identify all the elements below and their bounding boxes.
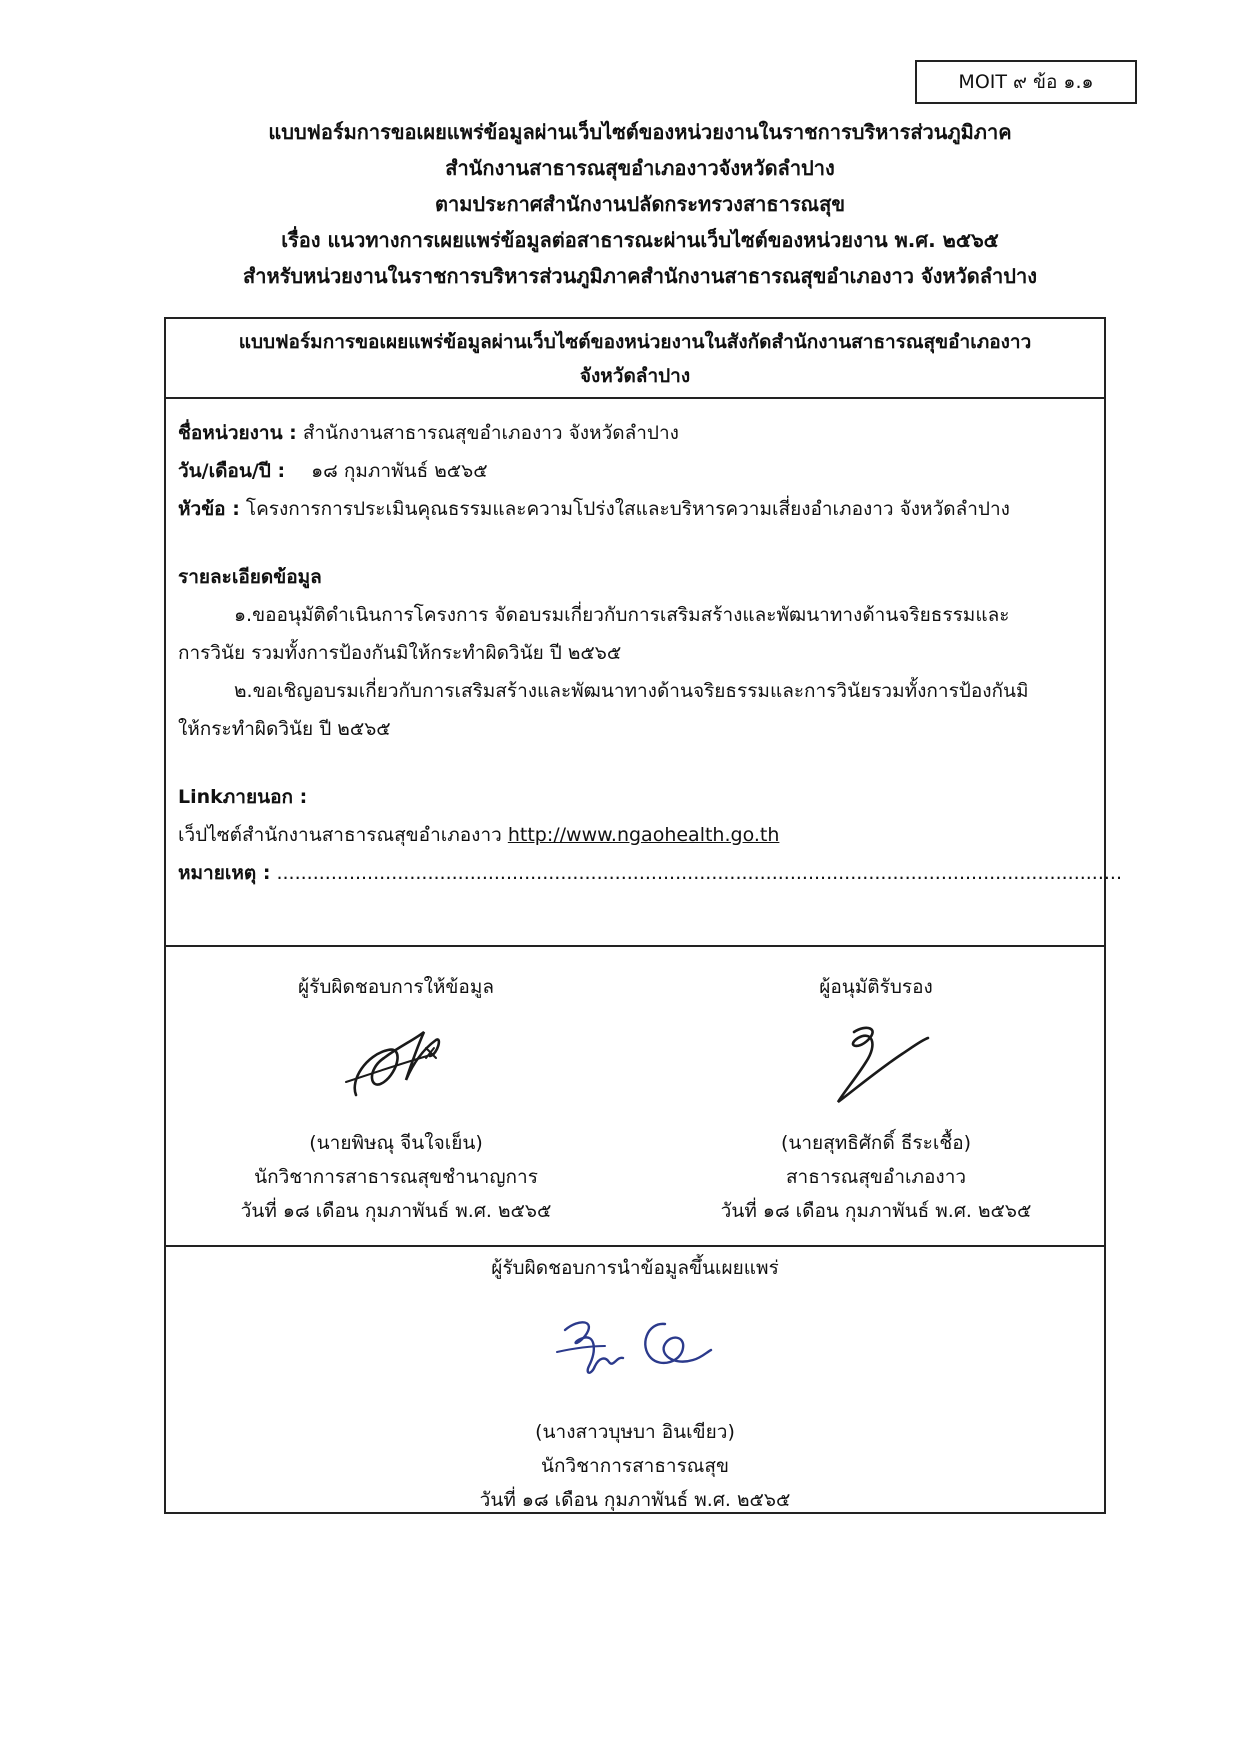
signature-area <box>166 944 1104 1244</box>
detail-item-1-line-2: การวินัย รวมทั้งการป้องกันมิให้กระทำผิดวินัย ปี ๒๕๖๕ <box>178 642 622 664</box>
detail-item-2-line-1: ๒.ขอเชิญอบรมเกี่ยวกับการเสริมสร้างและพัฒนาทางด้านจริยธรรมและการวินัยรวมทั้งการป้องกันมิ <box>234 680 1029 702</box>
approver-role: ผู้อนุมัติรับรอง <box>819 976 933 998</box>
publisher-role: ผู้รับผิดชอบการนำข้อมูลขึ้นเผยแพร่ <box>491 1257 779 1279</box>
publisher-signature <box>166 1285 1104 1415</box>
topic-label: หัวข้อ : <box>178 498 240 520</box>
document-code-box <box>915 60 1137 104</box>
date-row <box>178 452 1093 490</box>
approver-signature-block <box>656 970 1096 1228</box>
responsible-name: (นายพิษณุ จีนใจเย็น) <box>309 1132 483 1154</box>
topic-value: โครงการการประเมินคุณธรรมและความโปร่งใสและบริหารความเสี่ยงอำเภองาว จังหวัดลำปาง <box>245 498 1010 520</box>
unit-label: ชื่อหน่วยงาน : <box>178 422 297 444</box>
responsible-position: นักวิชาการสาธารณสุขชำนาญการ <box>254 1166 538 1188</box>
topic-row <box>178 490 1093 528</box>
responsible-signature <box>176 1004 616 1126</box>
external-link-row <box>178 816 1093 854</box>
divider-publisher <box>166 1245 1104 1247</box>
approver-date: วันที่ ๑๘ เดือน กุมภาพันธ์ พ.ศ. ๒๕๖๕ <box>720 1200 1032 1222</box>
publisher-signature-icon <box>535 1290 735 1410</box>
external-link-url[interactable]: http://www.ngaohealth.go.th <box>507 824 780 846</box>
note-row <box>178 854 1123 892</box>
publisher-signature-block <box>166 1251 1104 1517</box>
info-section <box>178 414 1123 892</box>
publisher-position: นักวิชาการสาธารณสุข <box>540 1455 730 1477</box>
responsible-signature-block <box>176 970 616 1228</box>
detail-item-1-line-1: ๑.ขออนุมัติดำเนินการโครงการ จัดอบรมเกี่ยวกับการเสริมสร้างและพัฒนาทางด้านจริยธรรมและ <box>234 604 1010 626</box>
responsible-role: ผู้รับผิดชอบการให้ข้อมูล <box>298 976 494 998</box>
details-heading: รายละเอียดข้อมูล <box>178 566 322 588</box>
publisher-date: วันที่ ๑๘ เดือน กุมภาพันธ์ พ.ศ. ๒๕๖๕ <box>479 1489 791 1511</box>
header-line-5: สำหรับหน่วยงานในราชการบริหารส่วนภูมิภาคสำนักงานสาธารณสุขอำเภองาว จังหวัดลำปาง <box>243 264 1037 288</box>
header-line-1: แบบฟอร์มการขอเผยแพร่ข้อมูลผ่านเว็บไซต์ของหน่วยงานในราชการบริหารส่วนภูมิภาค <box>268 120 1012 144</box>
header-line-2: สำนักงานสาธารณสุขอำเภองาวจังหวัดลำปาง <box>445 156 835 180</box>
header-line-4: เรื่อง แนวทางการเผยแพร่ข้อมูลต่อสาธารณะผ่านเว็บไซต์ของหน่วยงาน พ.ศ. ๒๕๖๕ <box>281 228 999 252</box>
unit-row <box>178 414 1093 452</box>
responsible-signature-icon <box>326 1010 466 1120</box>
header-line-3: ตามประกาศสำนักงานปลัดกระทรวงสาธารณสุข <box>434 192 845 216</box>
date-label: วัน/เดือน/ปี : <box>178 460 286 482</box>
responsible-date: วันที่ ๑๘ เดือน กุมภาพันธ์ พ.ศ. ๒๕๖๕ <box>240 1200 552 1222</box>
form-frame <box>164 317 1123 1514</box>
form-title-line-2: จังหวัดลำปาง <box>579 365 691 387</box>
note-value: ............................................................................................................................................ <box>276 862 1123 884</box>
approver-signature-icon <box>806 1010 946 1120</box>
date-value: ๑๘ กุมภาพันธ์ ๒๕๖๕ <box>311 460 488 482</box>
unit-value: สำนักงานสาธารณสุขอำเภองาว จังหวัดลำปาง <box>302 422 679 444</box>
approver-name: (นายสุทธิศักดิ์ ธีระเชื้อ) <box>780 1132 972 1154</box>
link-site-text: เว็ปไซต์สำนักงานสาธารณสุขอำเภองาว <box>178 824 502 846</box>
form-title-line-1: แบบฟอร์มการขอเผยแพร่ข้อมูลผ่านเว็บไซต์ของหน่วยงานในสังกัดสำนักงานสาธารณสุขอำเภองาว <box>238 331 1032 353</box>
document-code: MOIT ๙ ข้อ ๑.๑ <box>958 71 1094 93</box>
document-header <box>160 114 1120 294</box>
approver-position: สาธารณสุขอำเภองาว <box>785 1166 967 1188</box>
approver-signature <box>656 1004 1096 1126</box>
publisher-name: (นางสาวบุษบา อินเขียว) <box>535 1421 735 1443</box>
note-label: หมายเหตุ : <box>178 862 271 884</box>
divider-title <box>166 397 1104 399</box>
form-title <box>166 319 1104 397</box>
external-link-label: Linkภายนอก : <box>178 786 308 808</box>
detail-item-2-line-2: ให้กระทำผิดวินัย ปี ๒๕๖๕ <box>178 718 391 740</box>
